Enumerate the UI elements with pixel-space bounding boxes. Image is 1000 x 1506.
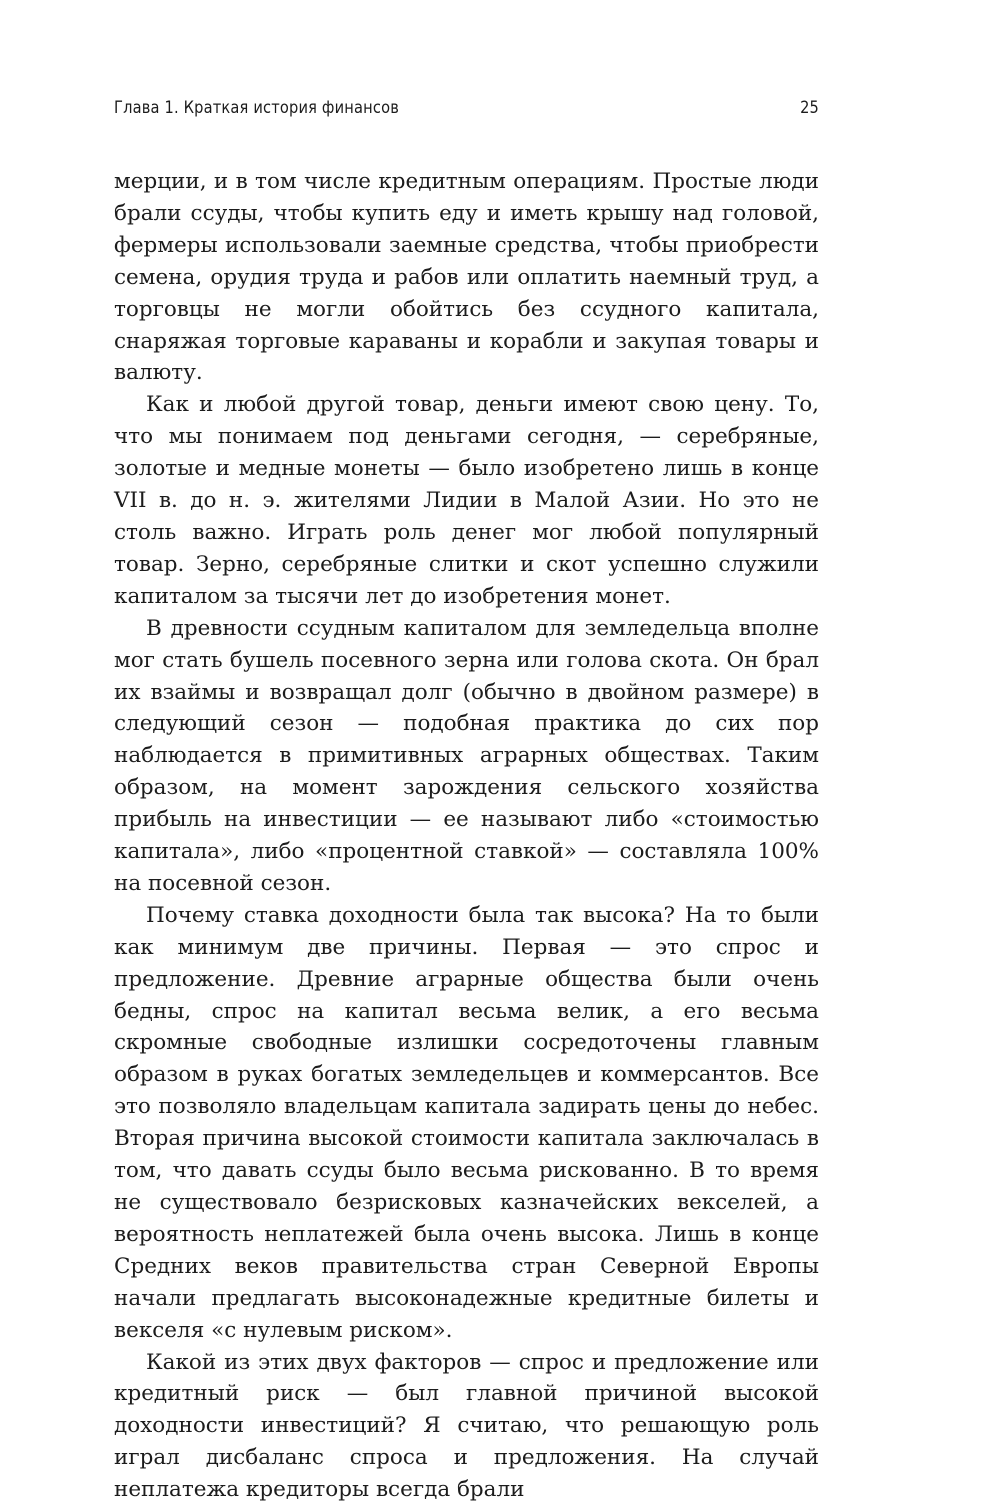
paragraph: В древности ссудным капиталом для земледельца вполне мог стать бушель посевного зерна или голова скота. Он брал их взаймы и возвращал долг (обычно в двойном размере) в следующий сезон — подобная практика до сих пор наблюдается в примитивных аграрных обществах. Таким образом, на момент зарождения сельского хозяйства прибыль на инвестиции — ее называют либо «стоимостью капитала», либо «процентной ставкой» — составляла 100% на посевной сезон. xyxy=(114,615,819,896)
running-header xyxy=(114,94,819,124)
chapter-title: Глава 1. Краткая история финансов xyxy=(114,98,399,118)
body-text xyxy=(114,166,819,1506)
page-number: 25 xyxy=(800,98,819,118)
paragraph-continued: мерции, и в том числе кредитным операциям. Простые люди брали ссуды, чтобы купить еду и иметь крышу над головой, фермеры использовали заемные средства, чтобы приобрести семена, орудия труда и рабов или оплатить наемный труд, а торговцы не могли обойтись без ссудного капитала, снаряжая торговые караваны и корабли и закупая товары и валюту. xyxy=(114,169,819,386)
paragraph: Почему ставка доходности была так высока? На то были как минимум две причины. Первая — это спрос и предложение. Древние аграрные общества были очень бедны, спрос на капитал весьма велик, а его весьма скромные свободные излишки сосредоточены главным образом в руках богатых земледельцев и коммерсантов. Все это позволяло владельцам капитала задирать цены до небес. Вторая причина высокой стоимости капитала заключалась в том, что давать ссуды было весьма рискованно. В то время не существовало безрисковых казначейских векселей, а вероятность неплатежей была очень высока. Лишь в конце Средних веков правительства стран Северной Европы начали предлагать высоконадежные кредитные билеты и векселя «с нулевым риском». xyxy=(114,902,819,1343)
paragraph: Как и любой другой товар, деньги имеют свою цену. То, что мы понимаем под деньгами сегодня, — серебряные, золотые и медные монеты — было изобретено лишь в конце VII в. до н. э. жителями Лидии в Малой Азии. Но это не столь важно. Играть роль денег мог любой популярный товар. Зерно, серебряные слитки и скот успешно служили капиталом за тысячи лет до изобретения монет. xyxy=(114,392,819,609)
paragraph: Какой из этих двух факторов — спрос и предложение или кредитный риск — был главной причиной высокой доходности инвестиций? Я считаю, что решающую роль играл дисбаланс спроса и предложения. На случай неплатежа кредиторы всегда брали xyxy=(114,1349,819,1503)
